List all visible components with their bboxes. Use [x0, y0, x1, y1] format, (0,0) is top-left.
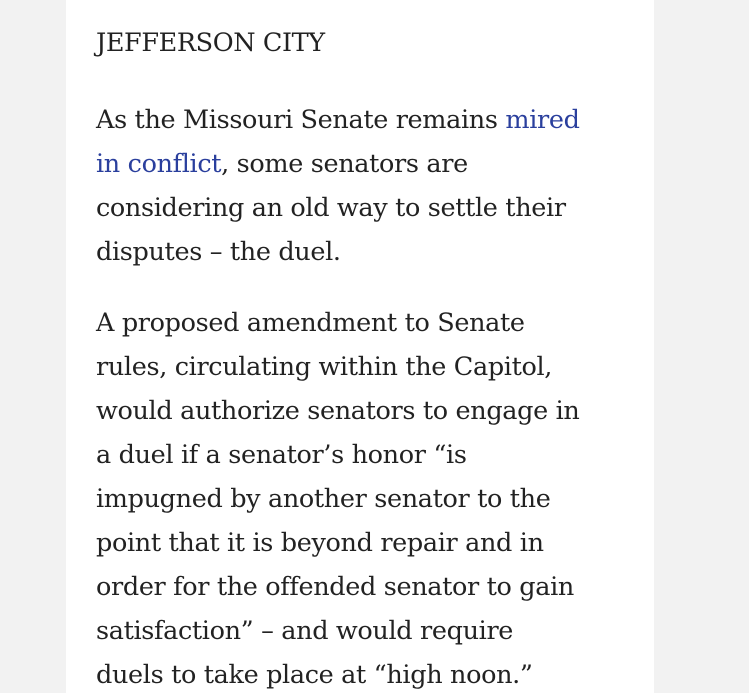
paragraph-line: disputes – the duel. — [96, 237, 341, 267]
paragraph-text: , some senators are — [221, 149, 468, 179]
paragraph-line: point that it is beyond repair and in — [96, 528, 544, 558]
paragraph-line: rules, circulating within the Capitol, — [96, 352, 553, 382]
mired-in-conflict-link[interactable]: in conflict — [96, 149, 222, 179]
article-body — [96, 24, 636, 693]
paragraph-line: considering an old way to settle their — [96, 193, 566, 223]
paragraph-amendment — [96, 301, 636, 693]
paragraph-line: order for the offended senator to gain — [96, 572, 574, 602]
paragraph-intro — [96, 98, 636, 274]
article-page — [66, 0, 654, 693]
paragraph-text: As the Missouri Senate remains — [96, 105, 506, 135]
paragraph-line — [96, 98, 636, 142]
paragraph-line: duels to take place at “high noon.” — [96, 660, 533, 690]
paragraph-line: satisfaction” – and would require — [96, 616, 514, 646]
paragraph-line — [96, 142, 636, 186]
paragraph-line: A proposed amendment to Senate — [96, 308, 525, 338]
dateline: JEFFERSON CITY — [96, 28, 325, 58]
paragraph-line: would authorize senators to engage in — [96, 396, 580, 426]
paragraph-line: impugned by another senator to the — [96, 484, 551, 514]
paragraph-line: a duel if a senator’s honor “is — [96, 440, 467, 470]
mired-in-conflict-link[interactable]: mired — [505, 105, 580, 135]
